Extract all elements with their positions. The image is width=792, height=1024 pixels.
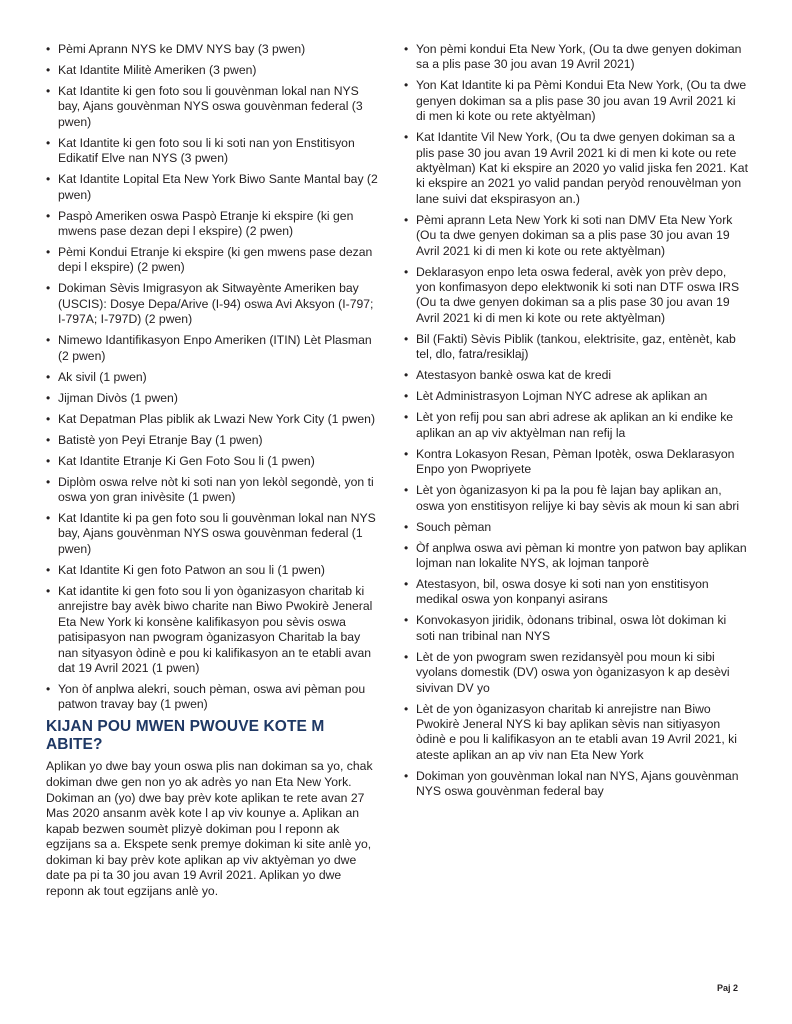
list-item: • Kat Idantite Etranje Ki Gen Foto Sou li (1 pwen) bbox=[46, 454, 382, 469]
list-item: • Dokiman yon gouvènman lokal nan NYS, Ajans gouvènman NYS oswa gouvènman federal bay bbox=[404, 769, 748, 800]
list-item: • Yon pèmi kondui Eta New York, (Ou ta dwe genyen dokiman sa a plis pase 30 jou avan 19 Avril 2021) bbox=[404, 42, 748, 73]
list-item: • Konvokasyon jiridik, òdonans tribinal, oswa lòt dokiman ki soti nan tribinal nan NYS bbox=[404, 613, 748, 644]
section-body-text: Aplikan yo dwe bay youn oswa plis nan dokiman sa yo, chak dokiman dwe gen non yo ak adrès yo nan Eta New York. Dokiman an (yo) dwe bay prèv kote aplikan te rete avan 27 Mas 2020 ansanm avèk kote l ap viv kounye a. Aplikan an kapab bezwen soumèt plizyè dokiman pou l reponn ak egzijans sa a. Ekspete senk premye dokiman ki site anlè yo, dokiman ki bay prèv kote aplikan ap viv aktyèman yo dwe date pa pi ta 30 jou avan 19 Avril 2021. Aplikan yo dwe reponn ak tout egzijans anlè yo. bbox=[46, 759, 373, 899]
list-item: • Kat Idantite Lopital Eta New York Biwo Sante Mantal bay (2 pwen) bbox=[46, 172, 382, 203]
list-item: • Jijman Divòs (1 pwen) bbox=[46, 391, 382, 406]
list-item: • Deklarasyon enpo leta oswa federal, avèk yon prèv depo, yon konfimasyon depo elektwonik ki soti nan DTF oswa IRS (Ou ta dwe genyen dokiman sa a plis pase 30 jou avan 19 Avril 2021 ki di men ki kote ou rete aktyèlman) bbox=[404, 265, 748, 327]
list-item: • Atestasyon, bil, oswa dosye ki soti nan yon enstitisyon medikal oswa yon konpanyi asirans bbox=[404, 577, 748, 608]
list-item: • Pèmi Kondui Etranje ki ekspire (ki gen mwens pase dezan depi l ekspire) (2 pwen) bbox=[46, 245, 382, 276]
list-item: • Pèmi aprann Leta New York ki soti nan DMV Eta New York (Ou ta dwe genyen dokiman sa a plis pase 30 jou avan 19 Avril 2021 ki di men ki kote ou rete aktyèlman) bbox=[404, 213, 748, 259]
right-document-list bbox=[404, 42, 748, 800]
list-item: • Paspò Ameriken oswa Paspò Etranje ki ekspire (ki gen mwens pase dezan depi l ekspire) (2 pwen) bbox=[46, 209, 382, 240]
list-item: • Lèt yon refij pou san abri adrese ak aplikan an ki endike ke aplikan an ap viv aktyèlman nan refij la bbox=[404, 410, 748, 441]
list-item: • Yon òf anplwa alekri, souch pèman, oswa avi pèman pou patwon travay bay (1 pwen) bbox=[46, 682, 382, 713]
list-item: • Kat Idantite ki gen foto sou li ki soti nan yon Enstitisyon Edikatif Elve nan NYS (3 pwen) bbox=[46, 136, 382, 167]
list-item: • Lèt yon òganizasyon ki pa la pou fè lajan bay aplikan an, oswa yon enstitisyon relijye ki bay sèvis ak moun ki san abri bbox=[404, 483, 748, 514]
section-heading: KIJAN POU MWEN PWOUVE KOTE M ABITE? bbox=[46, 718, 325, 754]
list-item: • Atestasyon bankè oswa kat de kredi bbox=[404, 368, 748, 383]
list-item: • Òf anplwa oswa avi pèman ki montre yon patwon bay aplikan lojman nan lokalite NYS, ak lojman tanporè bbox=[404, 541, 748, 572]
list-item: • Souch pèman bbox=[404, 520, 748, 535]
list-item: • Ak sivil (1 pwen) bbox=[46, 370, 382, 385]
list-item: • Lèt de yon òganizasyon charitab ki anrejistre nan Biwo Pwokirè Jeneral NYS ki bay aplikan sèvis nan sitiyasyon òdinè e pou li kalifikasyon an te etabli avan 19 Avril 2021, ki ateste aplikan an ap viv nan Eta New York bbox=[404, 702, 748, 764]
list-item: • Lèt de yon pwogram swen rezidansyèl pou moun ki sibi vyolans domestik (DV) oswa yon òganizasyon k ap desèvi sivivan DV yo bbox=[404, 650, 748, 696]
list-item: • Kat Idantite ki pa gen foto sou li gouvènman lokal nan NYS bay, Ajans gouvènman NYS oswa gouvènman federal (1 pwen) bbox=[46, 511, 382, 557]
list-item: • Kat Idantite ki gen foto sou li gouvènman lokal nan NYS bay, Ajans gouvènman NYS oswa gouvènman federal (3 pwen) bbox=[46, 84, 382, 130]
list-item: • Kat Idantite Ki gen foto Patwon an sou li (1 pwen) bbox=[46, 563, 382, 578]
list-item: • Nimewo Idantifikasyon Enpo Ameriken (ITIN) Lèt Plasman (2 pwen) bbox=[46, 333, 382, 364]
left-document-list bbox=[46, 42, 382, 713]
list-item: • Kontra Lokasyon Resan, Pèman Ipotèk, oswa Deklarasyon Enpo yon Pwopriyete bbox=[404, 447, 748, 478]
list-item: • Bil (Fakti) Sèvis Piblik (tankou, elektrisite, gaz, entènèt, kab tel, dlo, fatra/resiklaj) bbox=[404, 332, 748, 363]
list-item: • Pèmi Aprann NYS ke DMV NYS bay (3 pwen) bbox=[46, 42, 382, 57]
list-item: • Diplòm oswa relve nòt ki soti nan yon lekòl segondè, yon ti oswa yon gran inivèsite (1 pwen) bbox=[46, 475, 382, 506]
list-item: • Lèt Administrasyon Lojman NYC adrese ak aplikan an bbox=[404, 389, 748, 404]
list-item: • Kat Idantite Militè Ameriken (3 pwen) bbox=[46, 63, 382, 78]
right-column bbox=[404, 42, 748, 805]
list-item: • Batistè yon Peyi Etranje Bay (1 pwen) bbox=[46, 433, 382, 448]
list-item: • Kat Depatman Plas piblik ak Lwazi New York City (1 pwen) bbox=[46, 412, 382, 427]
list-item: • Yon Kat Idantite ki pa Pèmi Kondui Eta New York, (Ou ta dwe genyen dokiman sa a plis pase 30 jou avan 19 Avril 2021 ki di men ki kote ou rete aktyèlman) bbox=[404, 78, 748, 124]
page-number: Paj 2 bbox=[716, 983, 738, 993]
left-column bbox=[46, 42, 382, 900]
list-item: • Kat Idantite Vil New York, (Ou ta dwe genyen dokiman sa a plis pase 30 jou avan 19 Avril 2021 ki di men ki kote ou rete aktyèlman) Kat ki ekspire an 2020 yo valid jiska fen 2021. Kat ki ekspire an 2021 yo valid pandan peryòd renouvèlman yon lane suivi dat ekspirasyon an.) bbox=[404, 130, 748, 207]
list-item: • Dokiman Sèvis Imigrasyon ak Sitwayènte Ameriken bay (USCIS): Dosye Depa/Arive (I-94) oswa Avi Aksyon (I-797; I-797A; I-797D) (2 pwen) bbox=[46, 281, 382, 327]
list-item: • Kat idantite ki gen foto sou li yon òganizasyon charitab ki anrejistre bay avèk biwo charite nan Biwo Pwokirè Jeneral Eta New York ki konsène kalifikasyon pou sèvis oswa patisipasyon nan pwogram òganizasyon Charitab la bay nan sityasyon òdinè e pou ki kalifikasyon an te etabli avan dat 19 Avril 2021 (1 pwen) bbox=[46, 584, 382, 676]
